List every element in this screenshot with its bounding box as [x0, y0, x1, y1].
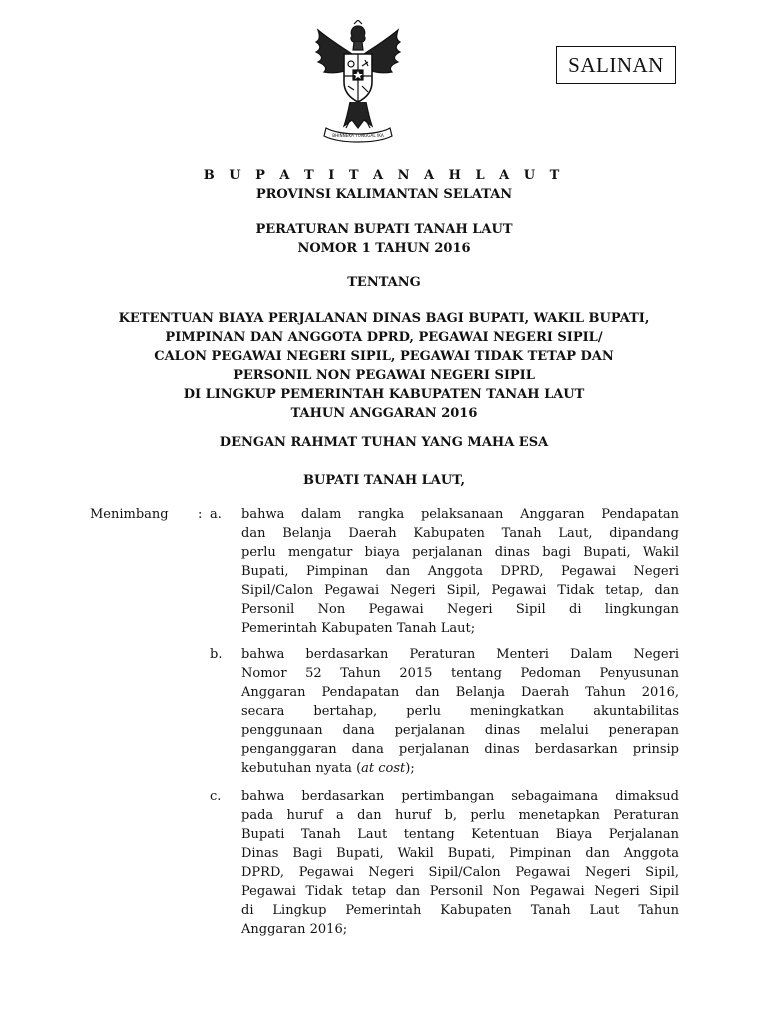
- about-label: TENTANG: [347, 275, 421, 290]
- item-line: pada huruf a dan huruf b, perlu menetapkan Peraturan: [241, 808, 679, 823]
- subject-line: KETENTUAN BIAYA PERJALANAN DINAS BAGI BUPATI, WAKIL BUPATI,: [118, 311, 650, 326]
- item-line-prefix: kebutuhan nyata (: [241, 761, 362, 776]
- subject-line: PIMPINAN DAN ANGGOTA DPRD, PEGAWAI NEGERI SIPIL/: [165, 330, 603, 345]
- item-line: Nomor 52 Tahun 2015 tentang Pedoman Penyusunan: [241, 666, 679, 681]
- regulation-title: PERATURAN BUPATI TANAH LAUT: [255, 222, 513, 237]
- item-line: Dinas Bagi Bupati, Wakil Bupati, Pimpinan dan Anggota: [241, 846, 679, 861]
- garuda-pancasila-icon: [310, 20, 406, 148]
- item-line: bahwa berdasarkan Peraturan Menteri Dalam Negeri: [241, 647, 679, 662]
- regulation-number: NOMOR 1 TAHUN 2016: [297, 241, 471, 256]
- item-line: DPRD, Pegawai Negeri Sipil/Calon Pegawai Negeri Sipil,: [241, 865, 679, 880]
- item-line: Personil Non Pegawai Negeri Sipil di lingkungan: [241, 602, 679, 617]
- subject-line: PERSONIL NON PEGAWAI NEGERI SIPIL: [233, 368, 535, 383]
- regulation-title-block: [0, 220, 768, 258]
- item-line: Anggaran 2016;: [241, 922, 348, 937]
- subject-line: CALON PEGAWAI NEGERI SIPIL, PEGAWAI TIDAK TETAP DAN: [154, 349, 614, 364]
- item-line: [241, 759, 679, 778]
- subject-line: DI LINGKUP PEMERINTAH KABUPATEN TANAH LAUT: [183, 387, 585, 402]
- item-text: [241, 787, 679, 939]
- regulation-subject: [0, 309, 768, 423]
- item-letter: c.: [210, 789, 222, 804]
- item-line: penggunaan dana perjalanan dinas melalui penerapan: [241, 723, 679, 738]
- considering-colon: :: [198, 507, 203, 522]
- item-line: di Lingkup Pemerintah Kabupaten Tanah Laut Tahun: [241, 903, 679, 918]
- item-line: Pegawai Tidak tetap dan Personil Non Pegawai Negeri Sipil: [241, 884, 679, 899]
- item-text: [241, 505, 679, 638]
- item-line-suffix: );: [405, 761, 415, 776]
- salinan-stamp: SALINAN: [556, 46, 676, 84]
- subject-line: TAHUN ANGGARAN 2016: [290, 406, 478, 421]
- item-line-italic: at cost: [361, 761, 406, 776]
- blessing-line: DENGAN RAHMAT TUHAN YANG MAHA ESA: [219, 435, 549, 450]
- item-line: bahwa berdasarkan pertimbangan sebagaimana dimaksud: [241, 789, 679, 804]
- considering-label: Menimbang: [90, 507, 169, 522]
- item-line: penganggaran dana perjalanan dinas berdasarkan prinsip: [241, 742, 679, 757]
- regent-title: B U P A T I T A N A H L A U T: [203, 168, 565, 183]
- item-line: perlu mengatur biaya perjalanan dinas bagi Bupati, Wakil: [241, 545, 679, 560]
- item-line: secara bertahap, perlu meningkatkan akuntabilitas: [241, 704, 679, 719]
- item-text: [241, 645, 679, 778]
- item-line: Anggaran Pendapatan dan Belanja Daerah Tahun 2016,: [241, 685, 679, 700]
- emblem-motto: BHINNEKA TUNGGAL IKA: [332, 133, 384, 138]
- province-name: PROVINSI KALIMANTAN SELATAN: [255, 187, 513, 202]
- item-letter: b.: [210, 647, 223, 662]
- item-line: bahwa dalam rangka pelaksanaan Anggaran Pendapatan: [241, 507, 679, 522]
- item-line: Sipil/Calon Pegawai Negeri Sipil, Pegawai Tidak tetap, dan: [241, 583, 679, 598]
- item-letter: a.: [210, 507, 222, 522]
- item-line: Bupati Tanah Laut tentang Ketentuan Biaya Perjalanan: [241, 827, 679, 842]
- item-line: Pemerintah Kabupaten Tanah Laut;: [241, 621, 476, 636]
- item-line: dan Belanja Daerah Kabupaten Tanah Laut, dipandang: [241, 526, 679, 541]
- regent-title-block: [0, 166, 768, 204]
- item-line: Bupati, Pimpinan dan Anggota DPRD, Pegawai Negeri: [241, 564, 679, 579]
- authority-line: BUPATI TANAH LAUT,: [303, 473, 465, 488]
